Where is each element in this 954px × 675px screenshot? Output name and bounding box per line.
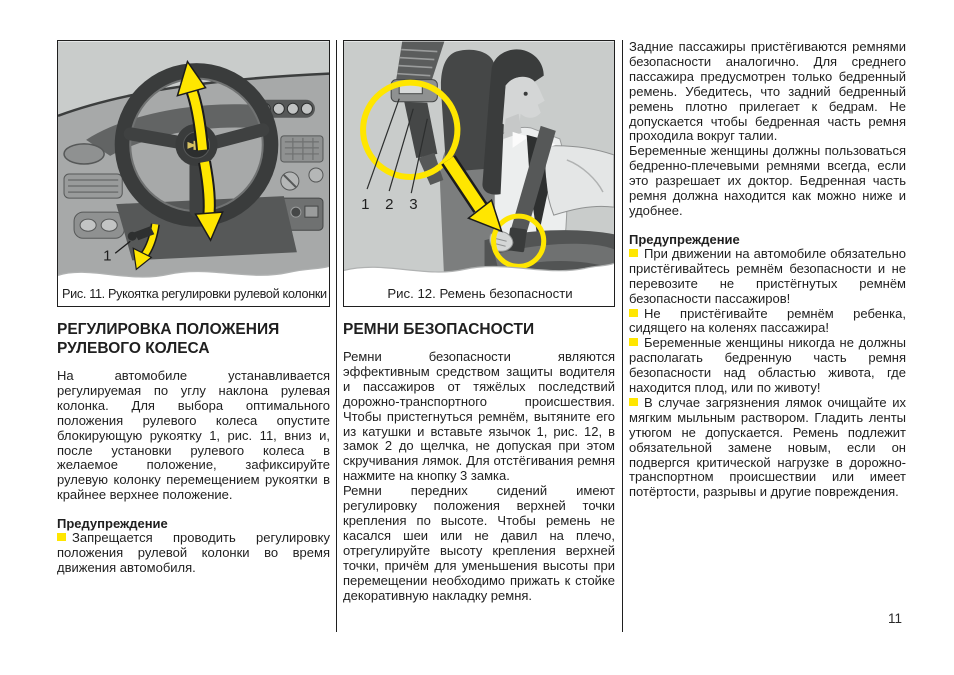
figure-callout-3: 3 <box>409 196 418 214</box>
warning-bullet-icon <box>629 398 638 406</box>
seatbelt-illustration <box>344 41 614 306</box>
column-seatbelts <box>343 40 615 603</box>
column-rear-passengers <box>629 40 906 500</box>
section-heading-seatbelts: РЕМНИ БЕЗОПАСНОСТИ <box>343 321 535 338</box>
warning-text: Беременные женщины никогда не должны располагать бедренную часть ремня безопасности над областью живота, где находится плод, или по животу! <box>629 335 906 396</box>
figure-11-caption: Рис. 11. Рукоятка регулировки рулевой колонки <box>62 287 327 301</box>
figure-12 <box>343 40 615 307</box>
section-heading-steering: РЕГУЛИРОВКА ПОЛОЖЕНИЯ РУЛЕВОГО КОЛЕСА <box>57 321 280 357</box>
column-divider <box>622 40 623 632</box>
warning-bullet-icon <box>629 249 638 257</box>
warning-item <box>629 307 906 337</box>
warning-bullet-icon <box>57 533 66 541</box>
seatbelts-paragraph-1: Ремни безопасности являются эффективным средством защиты водителя и пассажиров от тяжёлых последствий дорожно-транспортного происшествия. Чтобы пристегнуться ремнём, вытяните его из катушки и вставьте язычок 1, рис. 12, в замок 2 до щелчка, не допуская при этом скручивания лямок. Для отстёгивания ремня нажмите на кнопку 3 замка. <box>343 349 615 484</box>
steering-paragraph: На автомобиле устанавливается регулируемая по углу наклона рулевая колонка. Для выбора оптимального положения рулевого колеса опустите блокирующую рукоятку 1, рис. 11, вниз и, после установки рулевого колеса в желаемое положение, зафиксируйте рулевую колонку перемещением рукоятки в крайнее верхнее положение. <box>57 368 330 503</box>
warning-text: Запрещается проводить регулировку положения рулевой колонки во время движения автомобиля. <box>57 530 330 575</box>
column-steering <box>57 40 330 576</box>
rear-passengers-paragraph-2: Беременные женщины должны пользоваться бедренно-плечевыми ремнями всегда, если это разрешает их доктор. Бедренная часть ремня должна находится как можно ниже и удобнее. <box>629 143 906 218</box>
warning-item <box>57 531 330 576</box>
figure-callout-2: 2 <box>385 196 394 214</box>
warning-text: В случае загрязнения лямок очищайте их мягким мыльным раствором. Гладить ленты утюгом не допускается. Ремень подлежит обязательной замене новым, если он подвергся критической нагрузке в дорожно-транспортном происшествии или имеет потёртости, разрывы и другие повреждения. <box>629 394 906 500</box>
warning-item <box>629 247 906 307</box>
warning-text: При движении на автомобиле обязательно пристёгивайтесь ремнём безопасности и не перевозите не пристёгнутых ремнём безопасности пассажиров! <box>629 245 906 306</box>
warning-heading: Предупреждение <box>57 516 168 532</box>
figure-11 <box>57 40 330 307</box>
page-number: 11 <box>887 611 902 626</box>
column-divider <box>336 40 337 632</box>
seatbelts-paragraph-2: Ремни передних сидений имеют регулировку положения верхней точки крепления по высоте. Чтобы ремень не касался шеи или не давил на плечо, отрегулируйте высоту крепления верхней точки, причём для уменьшения высоты при перемещении необходимо прижать к стойке декоративную накладку ремня. <box>343 483 615 603</box>
figure-12-caption: Рис. 12. Ремень безопасности <box>387 286 573 301</box>
warning-bullet-icon <box>629 309 638 317</box>
rear-passengers-paragraph-1: Задние пассажиры пристёгиваются ремнями безопасности аналогично. Для среднего пассажира предусмотрен только бедренный ремень. Убедитесь, что задний бедренный ремень плотно прилегает к бедрам. Не допускается чтобы бедренная часть ремня проходила вокруг талии. <box>629 39 906 144</box>
steering-wheel-illustration <box>58 41 329 306</box>
warning-heading: Предупреждение <box>629 231 740 247</box>
warning-bullet-icon <box>629 338 638 346</box>
warning-item <box>629 336 906 396</box>
figure-callout-1: 1 <box>103 247 112 265</box>
warning-text: Не пристёгивайте ремнём ребенка, сидящего на коленях пассажира! <box>629 305 906 336</box>
figure-callout-1: 1 <box>361 196 370 214</box>
warning-item <box>629 396 906 500</box>
